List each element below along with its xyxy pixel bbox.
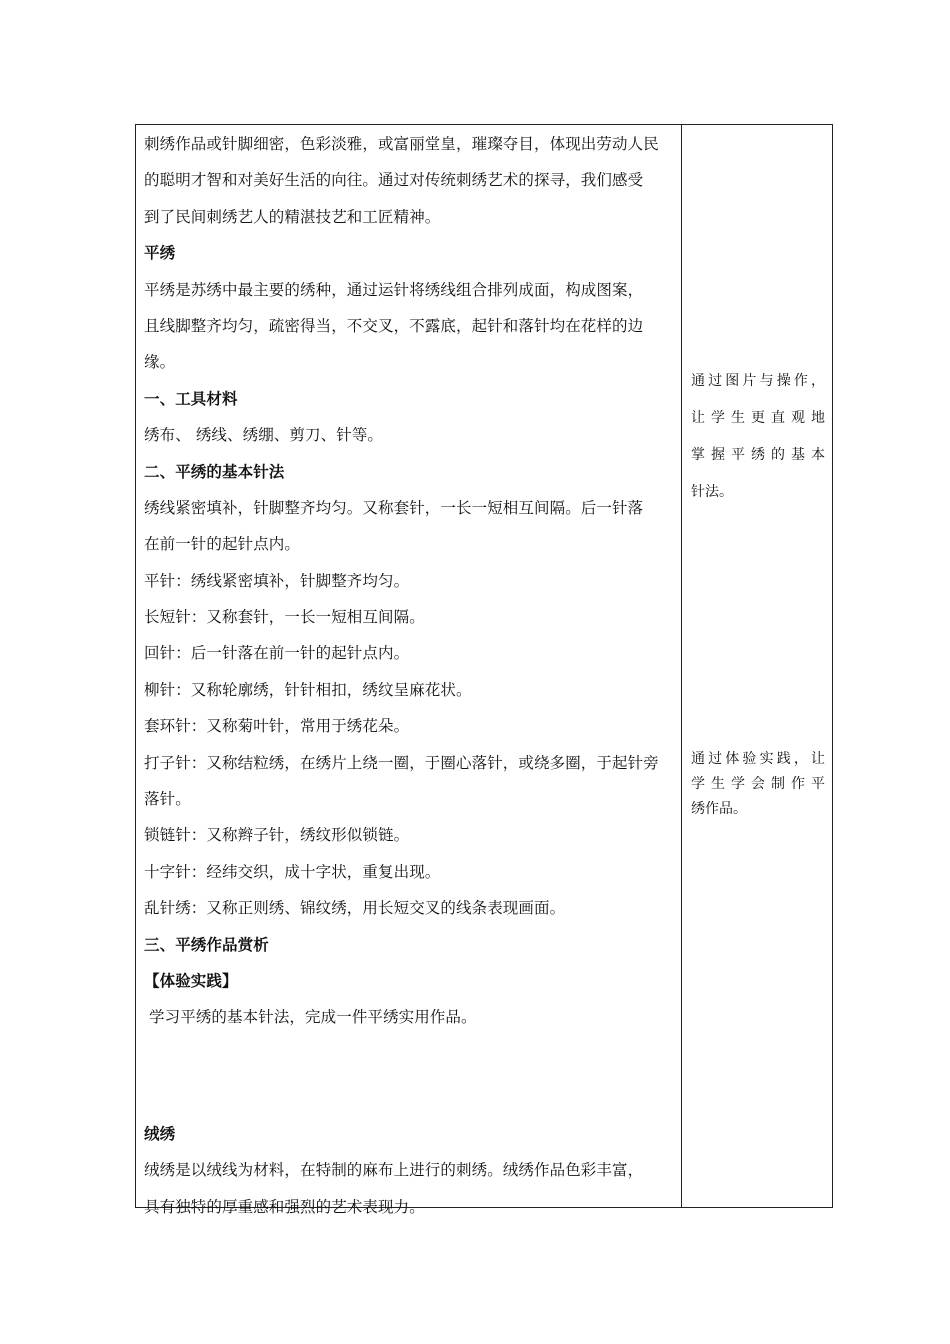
section2-heading: 二、平绣的基本针法 bbox=[144, 462, 285, 481]
pingxiu-desc-line: 平绣是苏绣中最主要的绣种，通过运针将绣线组合排列成面，构成图案， bbox=[144, 280, 644, 299]
section2-intro-line: 在前一针的起针点内。 bbox=[144, 535, 301, 554]
column-divider bbox=[681, 124, 682, 1208]
section3-heading: 三、平绣作品赏析 bbox=[144, 935, 269, 954]
note-line: 掌握平绣的基本 bbox=[691, 447, 825, 463]
rongxiu-heading: 绒绣 bbox=[144, 1124, 176, 1143]
intro-line: 刺绣作品或针脚细密，色彩淡雅，或富丽堂皇，璀璨夺目，体现出劳动人民 bbox=[144, 135, 659, 153]
stitch-item: 打子针：又称结粒绣，在绣片上绕一圈，于圈心落针，或绕多圈，于起针旁 bbox=[144, 753, 659, 772]
stitch-item: 十字针：经纬交织，成十字状，重复出现。 bbox=[144, 862, 441, 881]
teaching-note-2 bbox=[691, 747, 825, 822]
rongxiu-desc-line: 绒绣是以绒线为材料，在特制的麻布上进行的刺绣。绒绣作品色彩丰富， bbox=[144, 1161, 644, 1180]
note-line: 通过图片与操作， bbox=[691, 373, 825, 389]
pingxiu-heading: 平绣 bbox=[144, 244, 176, 263]
blank-space bbox=[144, 1036, 676, 1096]
practice-heading: 【体验实践】 bbox=[144, 971, 238, 990]
pingxiu-desc-line: 缘。 bbox=[144, 353, 176, 372]
rongxiu-desc-line: 具有独特的厚重感和强烈的艺术表现力。 bbox=[144, 1197, 425, 1216]
note-line: 绣作品。 bbox=[691, 801, 747, 817]
note-line: 通过体验实践，让 bbox=[691, 751, 825, 767]
note-line: 学生学会制作平 bbox=[691, 776, 825, 792]
stitch-item: 长短针：又称套针，一长一短相互间隔。 bbox=[144, 608, 425, 627]
intro-line: 到了民间刺绣艺人的精湛技艺和工匠精神。 bbox=[144, 207, 441, 226]
section2-intro-line: 绣线紧密填补，针脚整齐均匀。又称套针，一长一短相互间隔。后一针落 bbox=[144, 498, 644, 517]
intro-line: 的聪明才智和对美好生活的向往。通过对传统刺绣艺术的探寻，我们感受 bbox=[144, 171, 644, 190]
stitch-item: 柳针：又称轮廓绣，针针相扣，绣纹呈麻花状。 bbox=[144, 680, 472, 699]
note-line: 针法。 bbox=[691, 484, 733, 500]
stitch-item: 乱针绣：又称正则绣、锦纹绣，用长短交叉的线条表现画面。 bbox=[144, 899, 566, 918]
stitch-item: 回针：后一针落在前一针的起针点内。 bbox=[144, 644, 410, 663]
stitch-item: 平针：绣线紧密填补，针脚整齐均匀。 bbox=[144, 571, 410, 590]
note-line: 让学生更直观地 bbox=[691, 410, 825, 426]
teaching-note-1 bbox=[691, 363, 825, 511]
stitch-item: 套环针：又称菊叶针，常用于绣花朵。 bbox=[144, 717, 410, 736]
section1-heading: 一、工具材料 bbox=[144, 389, 238, 408]
stitch-item: 锁链针：又称辫子针，绣纹形似锁链。 bbox=[144, 826, 410, 845]
content-column bbox=[144, 126, 676, 1225]
pingxiu-desc-line: 且线脚整齐均匀，疏密得当，不交叉，不露底，起针和落针均在花样的边 bbox=[144, 316, 644, 335]
stitch-item: 落针。 bbox=[144, 790, 191, 809]
practice-text: 学习平绣的基本针法，完成一件平绣实用作品。 bbox=[144, 1008, 477, 1027]
blank-space bbox=[144, 1096, 676, 1116]
section1-text: 绣布、 绣线、绣绷、剪刀、针等。 bbox=[144, 426, 384, 445]
